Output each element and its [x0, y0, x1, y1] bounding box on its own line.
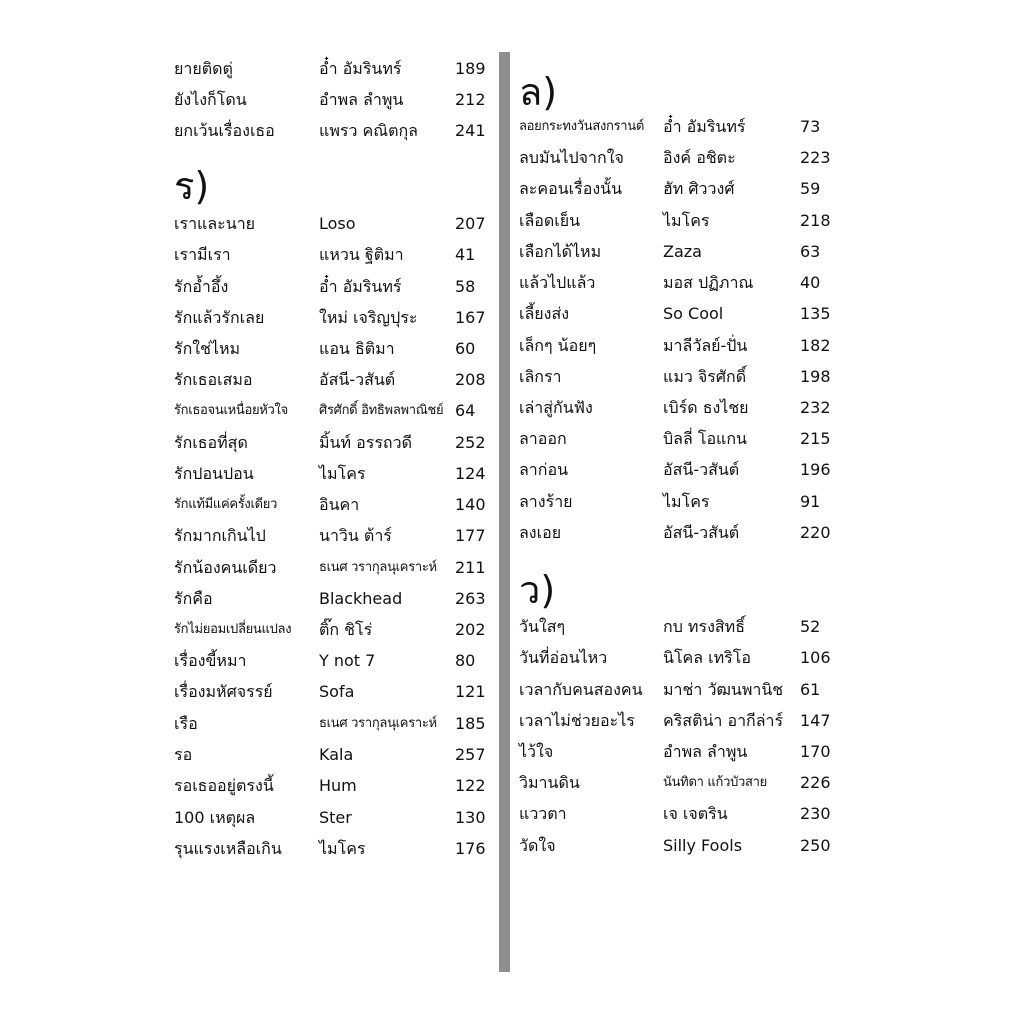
song-artist: Ster	[319, 808, 352, 827]
song-title: ลาออก	[519, 429, 567, 448]
page-number: 198	[800, 367, 831, 386]
song-artist: อำพล ลำพูน	[319, 90, 404, 109]
page-number: 130	[455, 808, 486, 827]
page-number: 232	[800, 398, 831, 417]
page-number: 140	[455, 495, 486, 514]
song-artist: ธเนศ วรากุลนุเคราะห์	[319, 716, 437, 731]
song-title: รักน้องคนเดียว	[174, 558, 277, 577]
column-divider	[499, 52, 510, 972]
song-title: ยกเว้นเรื่องเธอ	[174, 121, 275, 140]
song-title: แววตา	[519, 804, 567, 823]
song-title: ละคอนเรื่องนั้น	[519, 179, 623, 198]
page-number: 59	[800, 179, 821, 198]
page-number: 207	[455, 214, 486, 233]
song-title: รักแล้วรักเลย	[174, 308, 265, 327]
song-artist: อำพล ลำพูน	[663, 742, 748, 761]
page-number: 176	[455, 839, 486, 858]
page-number: 263	[455, 589, 486, 608]
page-number: 182	[800, 336, 831, 355]
song-artist: บิลลี่ โอแกน	[663, 429, 747, 448]
page-number: 91	[800, 492, 821, 511]
song-artist: ไมโคร	[319, 839, 366, 858]
song-artist: นาวิน ต้าร์	[319, 526, 392, 545]
song-artist: So Cool	[663, 304, 724, 323]
song-title: ลอยกระทงวันสงกรานต์	[519, 119, 644, 134]
section-letter: ร)	[174, 164, 210, 208]
song-title: วันที่อ่อนไหว	[519, 648, 608, 667]
song-artist: Y not 7	[319, 651, 376, 670]
song-title: ลางร้าย	[519, 492, 573, 511]
song-artist: นันทิดา แก้วบัวสาย	[663, 775, 767, 790]
page-number: 147	[800, 711, 831, 730]
song-title: รักคือ	[174, 589, 213, 608]
page-number: 211	[455, 558, 486, 577]
page-number: 218	[800, 211, 831, 230]
song-title: เรือ	[174, 714, 198, 733]
song-title: เลือดเย็น	[519, 211, 581, 230]
song-artist: แมว จิรศักดิ์	[663, 367, 747, 386]
song-title: เราและนาย	[174, 214, 256, 233]
song-artist: Blackhead	[319, 589, 403, 608]
song-artist: อ๋ำ อัมรินทร์	[319, 59, 402, 78]
page-number: 170	[800, 742, 831, 761]
page-number: 189	[455, 59, 486, 78]
page-number: 106	[800, 648, 831, 667]
song-title: วันใสๆ	[519, 617, 566, 636]
section-letter: ว)	[519, 568, 556, 612]
page-number: 121	[455, 682, 486, 701]
song-artist: แพรว คณิตกุล	[319, 121, 418, 140]
song-artist: Zaza	[663, 242, 702, 261]
page-number: 167	[455, 308, 486, 327]
page-number: 185	[455, 714, 486, 733]
page-number: 60	[455, 339, 476, 358]
page-number: 135	[800, 304, 831, 323]
page-number: 212	[455, 90, 486, 109]
page-number: 58	[455, 277, 476, 296]
song-artist: ติ๊ก ชิโร่	[319, 620, 373, 639]
page-number: 41	[455, 245, 476, 264]
page-number: 220	[800, 523, 831, 542]
song-title: ลงเอย	[519, 523, 562, 542]
song-artist: ฮัท ศิววงศ์	[663, 179, 735, 198]
song-title: รักเธอที่สุด	[174, 433, 248, 452]
song-title: เรื่องมหัศจรรย์	[174, 682, 273, 701]
page-number: 122	[455, 776, 486, 795]
song-title: เวลากับคนสองคน	[519, 680, 643, 699]
song-artist: แหวน ฐิติมา	[319, 245, 404, 264]
page-number: 80	[455, 651, 476, 670]
song-title: ยังไงก็โดน	[174, 90, 247, 109]
song-artist: ไมโคร	[319, 464, 366, 483]
song-title: วิมานดิน	[519, 773, 580, 792]
page-number: 40	[800, 273, 821, 292]
page-number: 63	[800, 242, 821, 261]
song-artist: อัสนี-วสันต์	[663, 460, 740, 479]
song-title: รักปอนปอน	[174, 464, 254, 483]
song-title: วัดใจ	[519, 836, 556, 855]
page-number: 124	[455, 464, 486, 483]
page-number: 177	[455, 526, 486, 545]
song-artist: นิโคล เทริโอ	[663, 648, 751, 667]
song-title: เวลาไม่ช่วยอะไร	[519, 711, 635, 730]
page-number: 230	[800, 804, 831, 823]
page-number: 215	[800, 429, 831, 448]
song-title: เรามีเรา	[174, 245, 231, 264]
song-title: 100 เหตุผล	[174, 808, 256, 827]
song-artist: ธเนศ วรากุลนุเคราะห์	[319, 560, 437, 575]
song-artist: Loso	[319, 214, 356, 233]
song-artist: ไมโคร	[663, 211, 710, 230]
page-number: 241	[455, 121, 486, 140]
page-number: 223	[800, 148, 831, 167]
song-artist: อัสนี-วสันต์	[319, 370, 396, 389]
song-title: รักเธอเสมอ	[174, 370, 253, 389]
song-artist: กบ ทรงสิทธิ์	[663, 617, 745, 636]
song-artist: เบิร์ด ธงไชย	[663, 398, 749, 417]
page-number: 196	[800, 460, 831, 479]
song-title: แล้วไปแล้ว	[519, 273, 596, 292]
song-title: เลิกรา	[519, 367, 562, 386]
song-title: รุนแรงเหลือเกิน	[174, 839, 282, 858]
song-artist: อ๋ำ อัมรินทร์	[663, 117, 746, 136]
song-artist: มาช่า วัฒนพานิช	[663, 680, 784, 699]
page-number: 257	[455, 745, 486, 764]
song-artist: ใหม่ เจริญปุระ	[319, 308, 418, 327]
song-artist: มิ้นท์ อรรถวดี	[319, 433, 412, 452]
page-number: 202	[455, 620, 486, 639]
page-number: 61	[800, 680, 821, 699]
section-letter: ล)	[519, 70, 558, 114]
page-number: 64	[455, 401, 476, 420]
page-number: 208	[455, 370, 486, 389]
song-title: ลาก่อน	[519, 460, 569, 479]
song-title: ไว้ใจ	[519, 742, 554, 761]
song-title: รักอ้ำอึ้ง	[174, 277, 229, 296]
song-title: รักแท้มีแค่ครั้งเดียว	[174, 497, 278, 512]
song-artist: เจ เจตริน	[663, 804, 728, 823]
song-artist: Hum	[319, 776, 357, 795]
song-title: รักเธอจนเหนื่อยหัวใจ	[174, 403, 288, 418]
song-title: รอ	[174, 745, 193, 764]
song-artist: Sofa	[319, 682, 355, 701]
song-title: เรื่องขี้หมา	[174, 651, 247, 670]
song-artist: อินคา	[319, 495, 360, 514]
page-number: 252	[455, 433, 486, 452]
page-number: 250	[800, 836, 831, 855]
song-title: เล็กๆ น้อยๆ	[519, 336, 597, 355]
song-title: เล่าสู่กันฟัง	[519, 398, 593, 417]
song-artist: อ๋ำ อัมรินทร์	[319, 277, 402, 296]
song-title: รักใช่ไหม	[174, 339, 241, 358]
song-title: เลือกได้ไหม	[519, 242, 602, 261]
song-artist: Silly Fools	[663, 836, 743, 855]
song-artist: อัสนี-วสันต์	[663, 523, 740, 542]
song-artist: มาลีวัลย์-ปั่น	[663, 336, 748, 355]
song-artist: ศิรศักดิ์ อิทธิพลพาณิชย์	[319, 403, 444, 418]
song-title: รักไม่ยอมเปลี่ยนแปลง	[174, 622, 292, 637]
song-title: รักมากเกินไป	[174, 526, 266, 545]
song-title: เลี้ยงส่ง	[519, 304, 570, 323]
song-title: ยายติดตู่	[174, 59, 233, 78]
page-number: 226	[800, 773, 831, 792]
page-number: 52	[800, 617, 821, 636]
song-artist: คริสติน่า อากีล่าร์	[663, 711, 784, 730]
song-title: ลบมันไปจากใจ	[519, 148, 624, 167]
page-number: 73	[800, 117, 821, 136]
song-artist: มอส ปฏิภาณ	[663, 273, 754, 292]
song-title: รอเธออยู่ตรงนี้	[174, 776, 274, 795]
song-artist: ไมโคร	[663, 492, 710, 511]
song-artist: Kala	[319, 745, 354, 764]
song-artist: อิงค์ อชิตะ	[663, 148, 736, 167]
song-artist: แอน ธิติมา	[319, 339, 395, 358]
